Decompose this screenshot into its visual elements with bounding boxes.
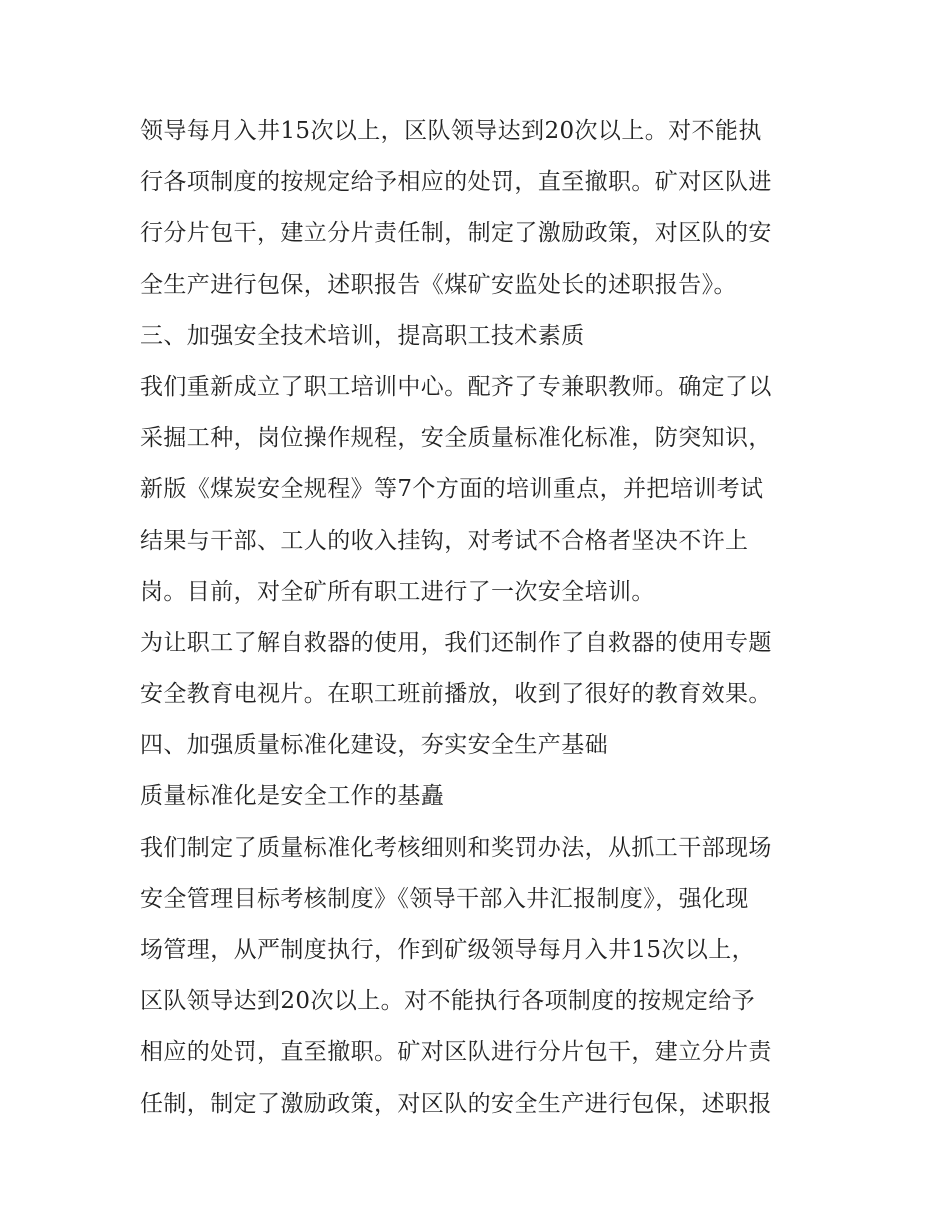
text-line: 结果与干部、工人的收入挂钩，对考试不合格者坚决不许上: [140, 527, 749, 554]
text-line: 为让职工了解自救器的使用，我们还制作了自救器的使用专题: [140, 629, 772, 656]
section-heading: 三、加强安全技术培训，提高职工技术素质: [140, 322, 585, 349]
text-line: 区队领导达到20次以上。对不能执行各项制度的按规定给予: [140, 988, 756, 1015]
text-line: 我们重新成立了职工培训中心。配齐了专兼职教师。确定了以: [140, 373, 772, 400]
text-line: 相应的处罚，直至撤职。矿对区队进行分片包干，建立分片责: [140, 1039, 772, 1066]
text-line: 我们制定了质量标准化考核细则和奖罚办法，从抓工干部现场: [140, 834, 772, 861]
text-line: 新版《煤炭安全规程》等7个方面的培训重点，并把培训考试: [140, 476, 764, 503]
text-line: 场管理，从严制度执行，作到矿级领导每月入井15次以上，: [140, 937, 756, 963]
document-body: [140, 106, 830, 1130]
text-line: 安全教育电视片。在职工班前播放，收到了很好的教育效果。: [140, 681, 772, 708]
text-line: 任制，制定了激励政策，对区队的安全生产进行包保，述职报: [140, 1090, 772, 1117]
text-line: 安全管理目标考核制度》《领导干部入井汇报制度》，强化现: [140, 885, 749, 912]
text-line: 全生产进行包保，述职报告《煤矿安监处长的述职报告》。: [140, 271, 737, 298]
text-line: 行分片包干，建立分片责任制，制定了激励政策，对区队的安: [140, 220, 772, 247]
text-line: 岗。目前，对全矿所有职工进行了一次安全培训。: [140, 578, 655, 605]
text-line: 领导每月入井15次以上，区队领导达到20次以上。对不能执: [140, 118, 762, 144]
section-heading: 四、加强质量标准化建设，夯实安全生产基础: [140, 732, 608, 759]
text-line: 质量标准化是安全工作的基矗: [140, 783, 445, 810]
text-line: 采掘工种，岗位操作规程，安全质量标准化标准，防突知识，: [140, 425, 772, 452]
text-line: 行各项制度的按规定给予相应的处罚，直至撤职。矿对区队进: [140, 169, 772, 196]
